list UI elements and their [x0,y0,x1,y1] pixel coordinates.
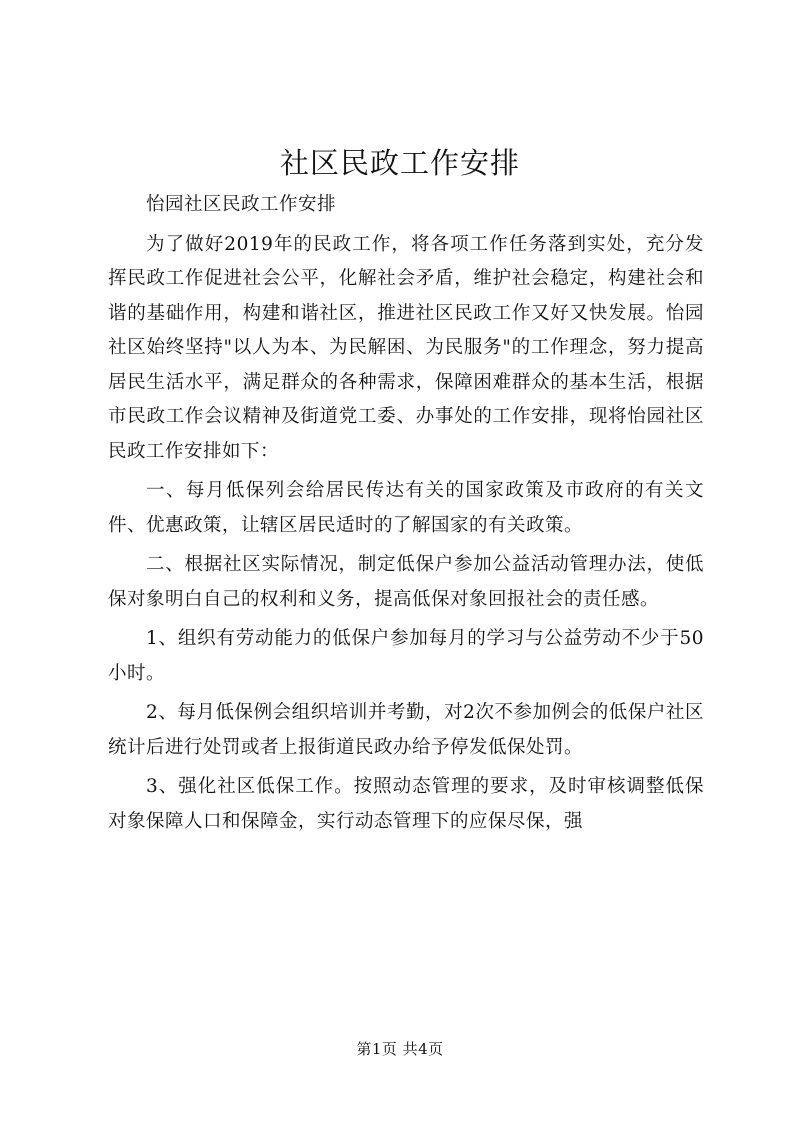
paragraph-subitem-1: 1、组织有劳动能力的低保户参加每月的学习与公益劳动不少于50小时。 [108,628,704,684]
paragraph-item-1: 一、每月低保列会给居民传达有关的国家政策及市政府的有关文件、优惠政策，让辖区居民适时的了解国家的有关政策。 [108,480,704,536]
document-body [108,188,704,844]
document-subtitle: 怡园社区民政工作安排 [146,194,337,215]
page-footer: 第1页 共4页 [356,1040,444,1058]
paragraph-subitem-2: 2、每月低保例会组织培训并考勤，对2次不参加例会的低保户社区统计后进行处罚或者上报街道民政办给予停发低保处罚。 [108,702,704,758]
paragraph-subitem-3: 3、强化社区低保工作。按照动态管理的要求，及时审核调整低保对象保障人口和保障金，实行动态管理下的应保尽保，强 [108,776,704,832]
paragraph-item-2: 二、根据社区实际情况，制定低保户参加公益活动管理办法，使低保对象明白自己的权利和义务，提高低保对象回报社会的责任感。 [108,554,704,610]
paragraph-intro: 为了做好2019年的民政工作，将各项工作任务落到实处，充分发挥民政工作促进社会公平，化解社会矛盾，维护社会稳定，构建社会和谐的基础作用，构建和谐社区，推进社区民政工作又好又快发展。怡园社区始终坚持"以人为本、为民解困、为民服务"的工作理念，努力提高居民生活水平，满足群众的各种需求，保障困难群众的基本生活，根据市民政工作会议精神及街道党工委、办事处的工作安排，现将怡园社区民政工作安排如下： [108,233,704,462]
document-title: 社区民政工作安排 [279,146,520,180]
